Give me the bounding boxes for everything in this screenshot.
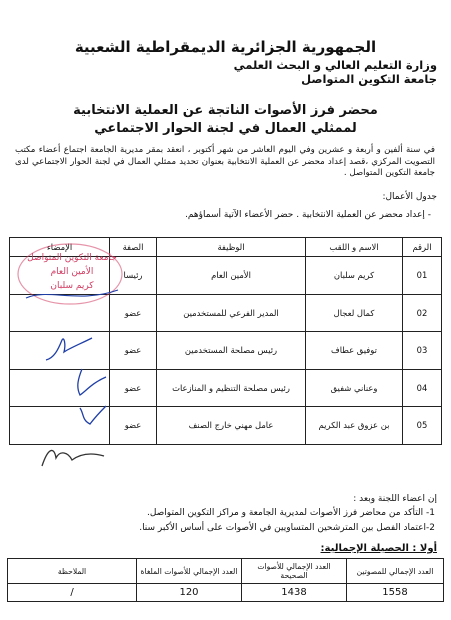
member-number: 04 (403, 369, 442, 407)
ministry-heading: وزارة التعليم العالي و البحث العلمي (233, 58, 437, 72)
after-label: إن اعضاء اللجنة وبعد : (353, 494, 437, 504)
results-table (7, 558, 444, 602)
total-voters-value: 1558 (347, 584, 444, 602)
header-notes: الملاحظة (8, 559, 137, 584)
member-role: عضو (110, 369, 157, 407)
void-votes-value: 120 (137, 584, 242, 602)
member-job: الأمين العام (157, 257, 306, 295)
member-number: 03 (403, 332, 442, 370)
member-number: 02 (403, 294, 442, 332)
agenda-label: جدول الأعمال: (382, 192, 437, 202)
member-role: رئيسا (110, 257, 157, 295)
results-values-row (8, 584, 444, 602)
member-job: رئيس مصلحة التنظيم و المنازعات (157, 369, 306, 407)
member-name: كمال لعجال (306, 294, 403, 332)
section-heading-totals: أولا : الحصيلة الإجمالية: (320, 543, 437, 554)
signature-member-5 (34, 438, 114, 474)
member-job: عامل مهني خارج الصنف (157, 407, 306, 445)
valid-votes-value: 1438 (242, 584, 347, 602)
stamp-line2: الأمين العام (50, 267, 94, 277)
republic-heading: الجمهورية الجزائرية الديمقراطية الشعبية (74, 38, 377, 56)
member-name: بن عزوق عبد الكريم (306, 407, 403, 445)
stamp-line3: كريم سلبان (50, 281, 94, 291)
document-title-line2: لممثلي العمال في لجنة الحوار الاجتماعي (94, 121, 357, 136)
member-name: توفيق عطاف (306, 332, 403, 370)
notes-value: / (8, 584, 137, 602)
member-role: عضو (110, 294, 157, 332)
member-number: 05 (403, 407, 442, 445)
header-role: الصفة (110, 238, 157, 257)
signature-member-3 (62, 365, 112, 401)
member-role: عضو (110, 407, 157, 445)
signature-member-2 (40, 330, 100, 366)
member-name: وعناني شفيق (306, 369, 403, 407)
university-heading: جامعة التكوين المتواصل (301, 72, 437, 86)
header-number: الرقم (403, 238, 442, 257)
member-role: عضو (110, 332, 157, 370)
signature-member-4 (70, 402, 112, 432)
document-title-line1: محضر فرز الأصوات الناتجة عن العملية الانتخابية (73, 103, 378, 118)
agenda-item: - إعداد محضر عن العملية الانتخابية . حضر الأعضاء الآتية أسماؤهم. (185, 210, 431, 220)
stamp-line1: جامعة التكوين المتواصل (27, 253, 117, 263)
member-number: 01 (403, 257, 442, 295)
header-job: الوظيفة (157, 238, 306, 257)
header-signature: الإمضاء (10, 238, 110, 257)
results-header-row (8, 559, 444, 584)
member-job: رئيس مصلحة المستخدمين (157, 332, 306, 370)
member-name: كريم سلبان (306, 257, 403, 295)
after-item-2: 2-اعتماد الفصل بين المترشحين المتساويين في الأصوات على أساس الأكبر سنا. (139, 523, 435, 533)
after-item-1: 1- التأكد من محاضر فرز الأصوات لمديرية الجامعة و مراكز التكوين المتواصل. (146, 508, 435, 518)
official-stamp (8, 238, 136, 314)
header-total-voters: العدد الإجمالي للمصوتين (347, 559, 444, 584)
header-void-votes: العدد الإجمالي للأصوات الملغاة (137, 559, 242, 584)
header-name: الاسم و اللقب (306, 238, 403, 257)
intro-paragraph: في سنة ألفين و أربعة و عشرين وفي اليوم العاشر من شهر أكتوبر ، انعقد بمقر مديرية الجامعة اجتماع أعضاء مكتب التصويت المركزي ،قصد إعداد محضر عن العملية الانتخابية بعنوان تحديد ممثلي العمال في لجنة الحوار الاجتماعي لدى جامعة التكوين المتواصل . (15, 145, 435, 178)
header-valid-votes: العدد الإجمالي للأصوات الصحيحة (242, 559, 347, 584)
member-job: المدير الفرعي للمستخدمين (157, 294, 306, 332)
